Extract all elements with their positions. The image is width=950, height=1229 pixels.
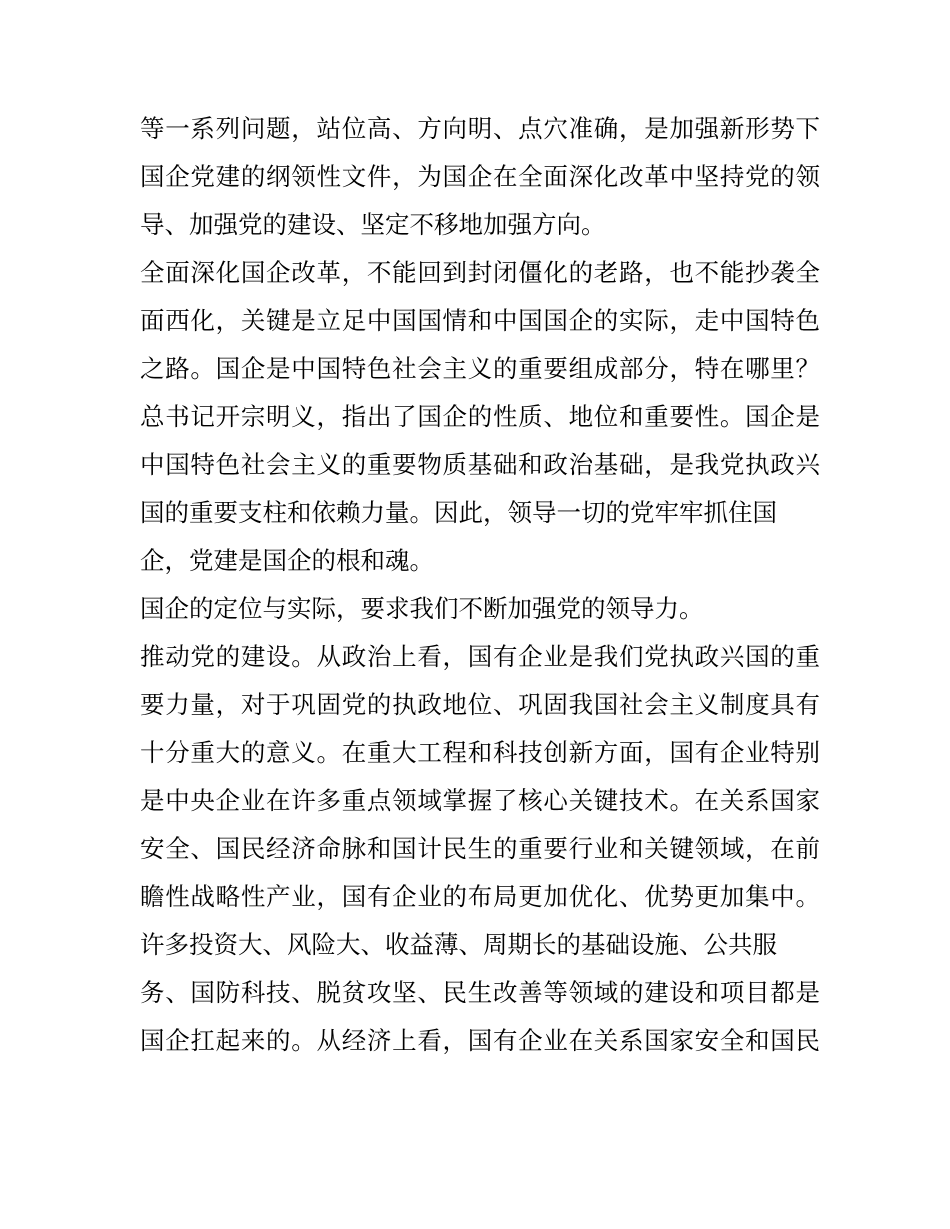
text-line: 总书记开宗明义，指出了国企的性质、地位和重要性。国企是 <box>140 402 820 431</box>
text-line: 之路。国企是中国特色社会主义的重要组成部分，特在哪里？ <box>140 354 820 383</box>
text-line: 是中央企业在许多重点领域掌握了核心关键技术。在关系国家 <box>140 786 820 815</box>
text-line: 国的重要支柱和依赖力量。因此，领导一切的党牢牢抓住国 <box>140 498 777 527</box>
text-line: 等一系列问题，站位高、方向明、点穴准确，是加强新形势下 <box>140 114 820 143</box>
body-text <box>140 105 820 1065</box>
text-line: 瞻性战略性产业，国有企业的布局更加优化、优势更加集中。 <box>140 882 820 911</box>
text-line: 国企党建的纲领性文件，为国企在全面深化改革中坚持党的领 <box>140 162 820 191</box>
text-line: 国企的定位与实际，要求我们不断加强党的领导力。 <box>140 594 704 623</box>
text-line: 务、国防科技、脱贫攻坚、民生改善等领域的建设和项目都是 <box>140 978 820 1007</box>
text-line: 推动党的建设。从政治上看，国有企业是我们党执政兴国的重 <box>140 642 820 671</box>
text-line: 导、加强党的建设、坚定不移地加强方向。 <box>140 210 606 239</box>
text-line: 十分重大的意义。在重大工程和科技创新方面，国有企业特别 <box>140 738 820 767</box>
text-line: 中国特色社会主义的重要物质基础和政治基础，是我党执政兴 <box>140 450 820 479</box>
text-line: 许多投资大、风险大、收益薄、周期长的基础设施、公共服 <box>140 930 777 959</box>
text-line: 要力量，对于巩固党的执政地位、巩固我国社会主义制度具有 <box>140 690 820 719</box>
text-line: 国企扛起来的。从经济上看，国有企业在关系国家安全和国民 <box>140 1026 820 1055</box>
text-line: 安全、国民经济命脉和国计民生的重要行业和关键领域，在前 <box>140 834 820 863</box>
text-line: 企，党建是国企的根和魂。 <box>140 546 434 575</box>
text-line: 全面深化国企改革，不能回到封闭僵化的老路，也不能抄袭全 <box>140 258 820 287</box>
text-line: 面西化，关键是立足中国国情和中国国企的实际，走中国特色 <box>140 306 820 335</box>
